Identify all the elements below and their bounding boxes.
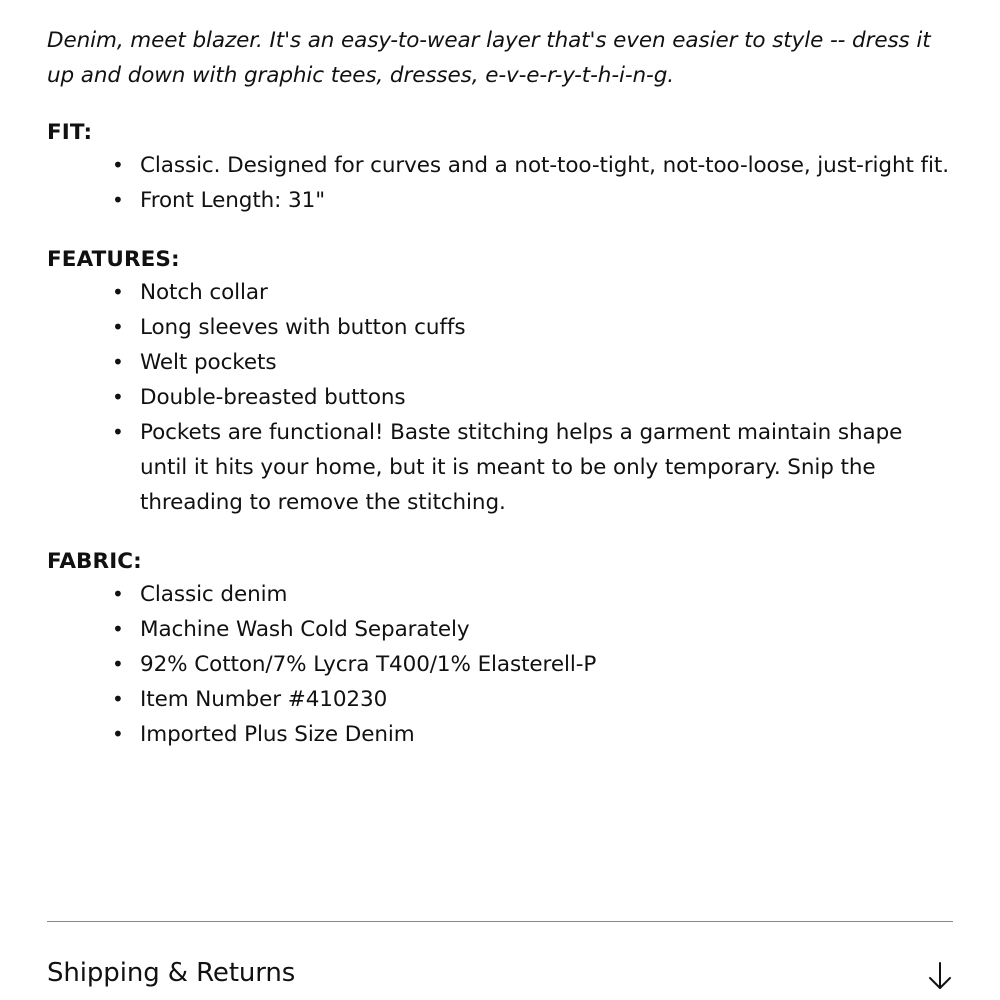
list-item xyxy=(112,717,953,752)
fit-heading: FIT: xyxy=(47,120,93,145)
bullet-icon: • xyxy=(112,420,124,444)
list-item-text: Long sleeves with button cuffs xyxy=(140,315,466,340)
product-details xyxy=(47,23,953,752)
arrow-down-icon[interactable] xyxy=(927,961,953,991)
list-item-text: Welt pockets xyxy=(140,350,277,375)
fabric-heading: FABRIC: xyxy=(47,549,142,574)
list-item-text: Double-breasted buttons xyxy=(140,385,406,410)
list-item xyxy=(112,345,953,380)
bullet-icon: • xyxy=(112,652,124,676)
fit-list xyxy=(47,148,953,218)
list-item-text: Imported Plus Size Denim xyxy=(140,722,415,747)
list-item-text: Classic denim xyxy=(140,582,288,607)
bullet-icon: • xyxy=(112,350,124,374)
list-item-text: 92% Cotton/7% Lycra T400/1% Elasterell-P xyxy=(140,652,597,677)
bullet-icon: • xyxy=(112,722,124,746)
bullet-icon: • xyxy=(112,188,124,212)
fabric-list xyxy=(47,577,953,682)
item-number: Item Number #410230 xyxy=(140,687,388,712)
list-item-text: Machine Wash Cold Separately xyxy=(140,617,470,642)
bullet-icon: • xyxy=(112,582,124,606)
list-item-text: Notch collar xyxy=(140,280,268,305)
section-divider xyxy=(47,921,953,922)
shipping-returns-label[interactable]: Shipping & Returns xyxy=(47,958,296,988)
list-item xyxy=(112,380,953,415)
list-item-text: Front Length: 31" xyxy=(140,188,325,213)
features-list xyxy=(47,275,953,520)
bullet-icon: • xyxy=(112,687,124,711)
list-item xyxy=(112,148,953,183)
list-item xyxy=(112,612,953,647)
product-description: Denim, meet blazer. It's an easy-to-wear layer that's even easier to style -- dress it up and down with graphic tees, dresses, e-v-e-r-y-t-h-i-n-g. xyxy=(47,28,931,88)
list-item xyxy=(112,647,953,682)
list-item xyxy=(112,183,953,218)
bullet-icon: • xyxy=(112,385,124,409)
list-item-text: Classic. Designed for curves and a not-too-tight, not-too-loose, just-right fit. xyxy=(140,153,949,178)
bullet-icon: • xyxy=(112,315,124,339)
list-item xyxy=(112,310,953,345)
features-heading: FEATURES: xyxy=(47,247,180,272)
list-item xyxy=(112,275,953,310)
list-item xyxy=(112,577,953,612)
list-item-text: Pockets are functional! Baste stitching helps a garment maintain shape until it hits your home, but it is meant to be only temporary. Snip the threading to remove the stitching. xyxy=(140,420,903,515)
bullet-icon: • xyxy=(112,280,124,304)
bullet-icon: • xyxy=(112,153,124,177)
shipping-returns-accordion[interactable] xyxy=(47,950,953,998)
bullet-icon: • xyxy=(112,617,124,641)
list-item xyxy=(112,682,953,717)
item-info-list xyxy=(47,682,953,752)
list-item xyxy=(112,415,953,520)
